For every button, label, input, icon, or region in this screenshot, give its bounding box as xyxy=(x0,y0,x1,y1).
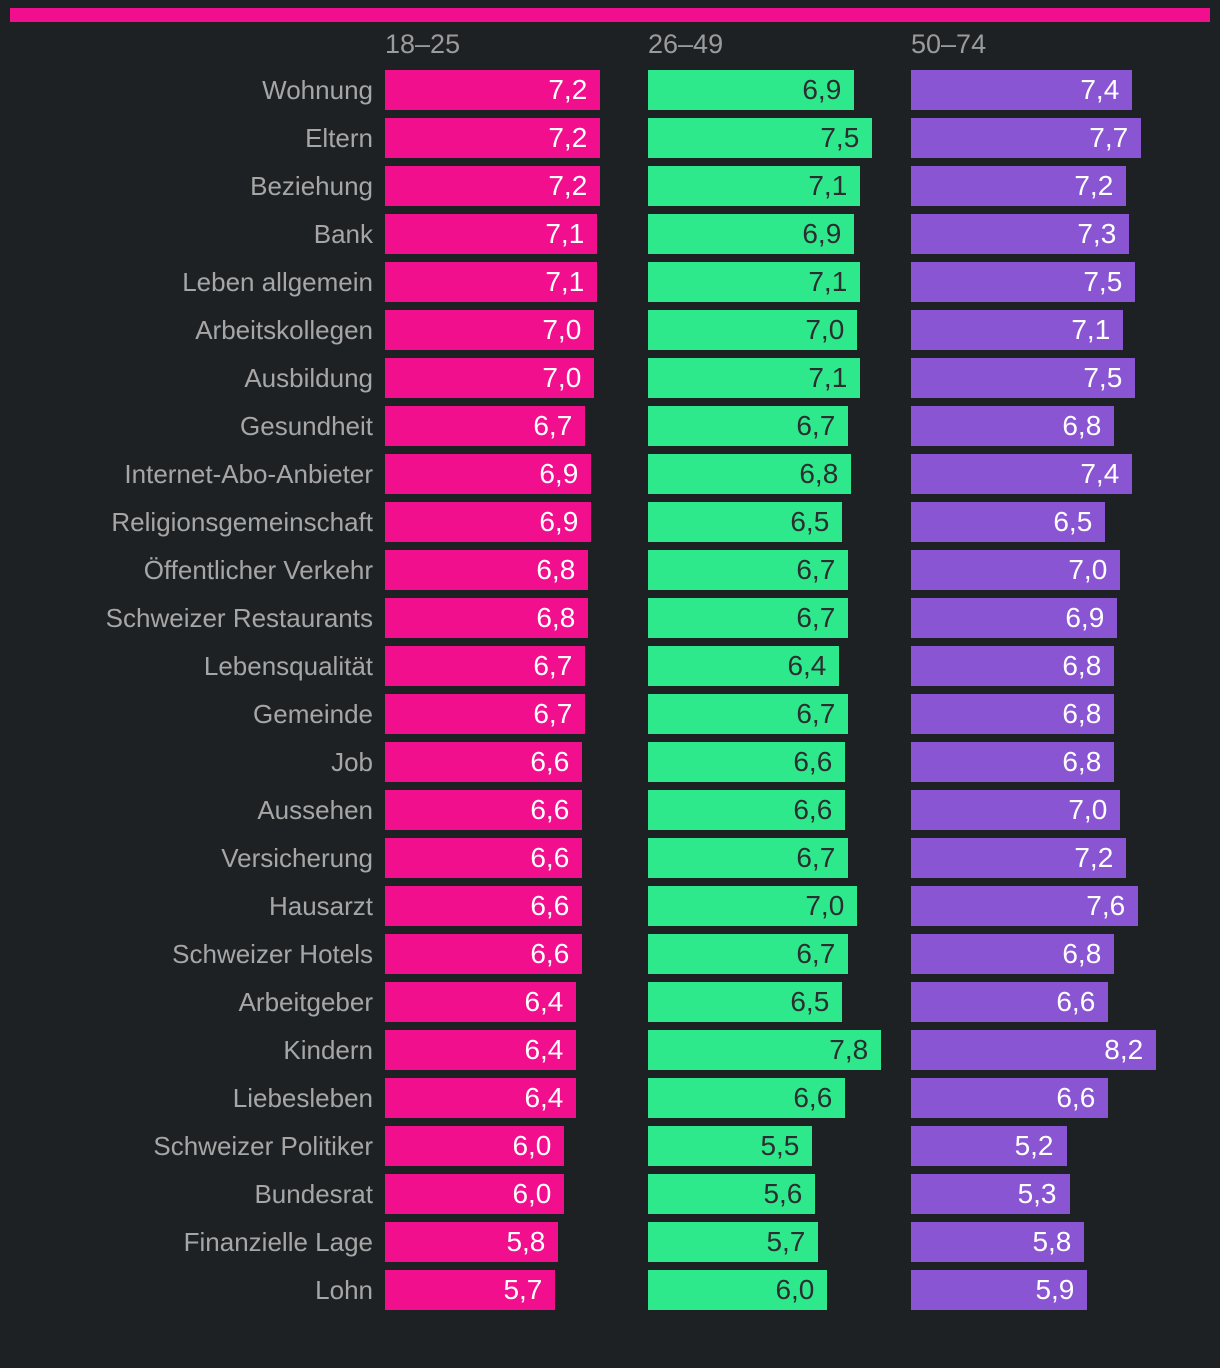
bar-value: 6,7 xyxy=(796,698,836,729)
bar-track-18-25 xyxy=(385,262,648,302)
col-header-18-25: 18–25 xyxy=(385,29,461,59)
bar-track-50-74 xyxy=(911,406,1174,446)
bar-value: 6,7 xyxy=(796,938,836,969)
bar-track-26-49 xyxy=(648,1270,911,1310)
bar-value: 6,0 xyxy=(512,1178,552,1209)
bar-value: 6,6 xyxy=(530,890,570,921)
bar-track-50-74 xyxy=(911,1270,1174,1310)
bar-26-49 xyxy=(648,646,839,686)
bar-26-49 xyxy=(648,358,860,398)
row-label: Kindern xyxy=(283,1035,373,1065)
bar-track-18-25 xyxy=(385,310,648,350)
chart-row xyxy=(0,1030,1220,1070)
chart-row xyxy=(0,310,1220,350)
bar-track-18-25 xyxy=(385,598,648,638)
bar-value: 5,7 xyxy=(503,1274,543,1305)
top-accent-bar xyxy=(10,8,1210,22)
bar-value: 6,4 xyxy=(524,1082,564,1113)
bar-value: 6,8 xyxy=(1062,410,1102,441)
chart-row xyxy=(0,1126,1220,1166)
bar-value: 7,5 xyxy=(1083,362,1123,393)
bar-track-18-25 xyxy=(385,502,648,542)
bar-26-49 xyxy=(648,886,857,926)
bar-track-26-49 xyxy=(648,1174,911,1214)
bar-track-50-74 xyxy=(911,502,1174,542)
bar-value: 6,5 xyxy=(790,506,830,537)
bar-50-74 xyxy=(911,982,1108,1022)
bar-50-74 xyxy=(911,358,1135,398)
bar-value: 6,7 xyxy=(796,602,836,633)
bar-18-25 xyxy=(385,262,597,302)
bar-50-74 xyxy=(911,694,1114,734)
bar-value: 6,9 xyxy=(539,506,579,537)
bar-track-26-49 xyxy=(648,70,911,110)
bar-track-50-74 xyxy=(911,934,1174,974)
row-label: Schweizer Hotels xyxy=(172,939,373,969)
bar-track-50-74 xyxy=(911,1174,1174,1214)
chart-row xyxy=(0,262,1220,302)
bar-26-49 xyxy=(648,790,845,830)
row-label: Internet-Abo-Anbieter xyxy=(124,459,373,489)
row-label: Arbeitskollegen xyxy=(195,315,373,345)
bar-26-49 xyxy=(648,1270,827,1310)
row-label: Gemeinde xyxy=(253,699,373,729)
bar-value: 6,7 xyxy=(796,410,836,441)
chart-row xyxy=(0,982,1220,1022)
bar-track-26-49 xyxy=(648,838,911,878)
row-label: Eltern xyxy=(305,123,373,153)
bar-18-25 xyxy=(385,1174,564,1214)
bar-50-74 xyxy=(911,838,1126,878)
bar-26-49 xyxy=(648,1174,815,1214)
bar-26-49 xyxy=(648,1126,812,1166)
bar-50-74 xyxy=(911,214,1129,254)
bar-value: 7,4 xyxy=(1080,74,1120,105)
bar-18-25 xyxy=(385,1030,576,1070)
bar-value: 7,0 xyxy=(805,314,845,345)
bar-track-18-25 xyxy=(385,454,648,494)
bar-50-74 xyxy=(911,118,1141,158)
bar-track-26-49 xyxy=(648,310,911,350)
bar-track-50-74 xyxy=(911,790,1174,830)
bar-value: 6,7 xyxy=(796,842,836,873)
bar-26-49 xyxy=(648,934,848,974)
bar-track-18-25 xyxy=(385,358,648,398)
row-label: Job xyxy=(331,747,373,777)
bar-26-49 xyxy=(648,1078,845,1118)
bar-50-74 xyxy=(911,790,1120,830)
bar-value: 6,6 xyxy=(530,746,570,777)
bar-track-26-49 xyxy=(648,598,911,638)
row-label: Finanzielle Lage xyxy=(183,1227,373,1257)
bar-value: 7,0 xyxy=(542,314,582,345)
bar-track-50-74 xyxy=(911,166,1174,206)
bar-50-74 xyxy=(911,166,1126,206)
bar-50-74 xyxy=(911,70,1132,110)
bar-track-26-49 xyxy=(648,886,911,926)
header-spacer xyxy=(0,30,385,58)
bar-26-49 xyxy=(648,694,848,734)
row-label: Leben allgemein xyxy=(182,267,373,297)
bar-track-18-25 xyxy=(385,1078,648,1118)
bar-value: 7,1 xyxy=(1071,314,1111,345)
bar-18-25 xyxy=(385,214,597,254)
chart-row xyxy=(0,166,1220,206)
bar-value: 6,8 xyxy=(1062,698,1102,729)
row-label: Religionsgemeinschaft xyxy=(111,507,373,537)
row-label: Beziehung xyxy=(250,171,373,201)
row-label: Versicherung xyxy=(221,843,373,873)
bar-26-49 xyxy=(648,742,845,782)
bar-value: 7,7 xyxy=(1089,122,1129,153)
bar-18-25 xyxy=(385,70,600,110)
row-label: Arbeitgeber xyxy=(238,987,373,1017)
bar-track-50-74 xyxy=(911,982,1174,1022)
bar-track-26-49 xyxy=(648,262,911,302)
bar-26-49 xyxy=(648,454,851,494)
bar-track-50-74 xyxy=(911,694,1174,734)
bar-26-49 xyxy=(648,118,872,158)
bar-value: 6,7 xyxy=(533,650,573,681)
bar-track-26-49 xyxy=(648,358,911,398)
bar-value: 5,8 xyxy=(506,1226,546,1257)
bar-50-74 xyxy=(911,1222,1084,1262)
chart-row xyxy=(0,70,1220,110)
bar-value: 7,3 xyxy=(1077,218,1117,249)
bar-value: 7,0 xyxy=(542,362,582,393)
bar-value: 6,7 xyxy=(533,410,573,441)
chart-row xyxy=(0,838,1220,878)
bar-track-18-25 xyxy=(385,1030,648,1070)
bar-18-25 xyxy=(385,1222,558,1262)
col-header-50-74: 50–74 xyxy=(911,29,987,59)
bar-value: 5,9 xyxy=(1035,1274,1075,1305)
bar-value: 6,7 xyxy=(796,554,836,585)
chart-row xyxy=(0,694,1220,734)
bar-value: 6,8 xyxy=(799,458,839,489)
bar-value: 7,0 xyxy=(1068,554,1108,585)
chart-row xyxy=(0,550,1220,590)
bar-track-50-74 xyxy=(911,1030,1174,1070)
bar-26-49 xyxy=(648,598,848,638)
chart-rows xyxy=(0,70,1220,1310)
bar-26-49 xyxy=(648,214,854,254)
bar-value: 7,5 xyxy=(820,122,860,153)
bar-26-49 xyxy=(648,406,848,446)
bar-track-50-74 xyxy=(911,1078,1174,1118)
bar-value: 7,1 xyxy=(545,266,585,297)
bar-50-74 xyxy=(911,502,1105,542)
bar-value: 6,9 xyxy=(802,218,842,249)
bar-value: 8,2 xyxy=(1104,1034,1144,1065)
row-label: Schweizer Restaurants xyxy=(105,603,373,633)
bar-18-25 xyxy=(385,790,582,830)
bar-value: 7,5 xyxy=(1083,266,1123,297)
chart-row xyxy=(0,886,1220,926)
chart-row xyxy=(0,1174,1220,1214)
bar-track-18-25 xyxy=(385,214,648,254)
bar-18-25 xyxy=(385,550,588,590)
bar-track-26-49 xyxy=(648,550,911,590)
bar-track-26-49 xyxy=(648,742,911,782)
bar-18-25 xyxy=(385,982,576,1022)
bar-18-25 xyxy=(385,358,594,398)
bar-50-74 xyxy=(911,598,1117,638)
bar-track-26-49 xyxy=(648,214,911,254)
bar-value: 7,4 xyxy=(1080,458,1120,489)
chart-row xyxy=(0,934,1220,974)
bar-track-50-74 xyxy=(911,214,1174,254)
bar-track-26-49 xyxy=(648,166,911,206)
col-header-26-49: 26–49 xyxy=(648,29,724,59)
bar-18-25 xyxy=(385,118,600,158)
bar-track-26-49 xyxy=(648,1126,911,1166)
chart-row xyxy=(0,790,1220,830)
bar-26-49 xyxy=(648,982,842,1022)
bar-value: 6,6 xyxy=(530,842,570,873)
bar-value: 7,2 xyxy=(548,122,588,153)
chart-row xyxy=(0,358,1220,398)
row-label: Ausbildung xyxy=(244,363,373,393)
bar-track-50-74 xyxy=(911,838,1174,878)
bar-50-74 xyxy=(911,550,1120,590)
chart-row xyxy=(0,598,1220,638)
bar-value: 5,2 xyxy=(1014,1130,1054,1161)
bar-track-18-25 xyxy=(385,70,648,110)
row-label: Aussehen xyxy=(257,795,373,825)
bar-50-74 xyxy=(911,886,1138,926)
bar-track-18-25 xyxy=(385,838,648,878)
bar-value: 7,1 xyxy=(808,362,848,393)
bar-18-25 xyxy=(385,694,585,734)
bar-track-26-49 xyxy=(648,934,911,974)
row-label: Schweizer Politiker xyxy=(153,1131,373,1161)
bar-26-49 xyxy=(648,310,857,350)
bar-18-25 xyxy=(385,1270,555,1310)
bar-value: 7,2 xyxy=(1074,170,1114,201)
bar-track-50-74 xyxy=(911,70,1174,110)
bar-50-74 xyxy=(911,646,1114,686)
bar-value: 6,4 xyxy=(524,986,564,1017)
bar-18-25 xyxy=(385,1126,564,1166)
bar-value: 6,8 xyxy=(1062,650,1102,681)
row-label: Lebensqualität xyxy=(203,651,373,681)
bar-value: 6,9 xyxy=(802,74,842,105)
bar-track-18-25 xyxy=(385,982,648,1022)
bar-value: 7,1 xyxy=(545,218,585,249)
bar-26-49 xyxy=(648,70,854,110)
bar-26-49 xyxy=(648,1222,818,1262)
row-label: Gesundheit xyxy=(240,411,373,441)
bar-value: 6,9 xyxy=(1065,602,1105,633)
bar-track-18-25 xyxy=(385,694,648,734)
chart-row xyxy=(0,646,1220,686)
bar-track-26-49 xyxy=(648,1222,911,1262)
bar-50-74 xyxy=(911,262,1135,302)
bar-value: 7,1 xyxy=(808,170,848,201)
bar-track-18-25 xyxy=(385,742,648,782)
bar-value: 6,6 xyxy=(530,938,570,969)
bar-value: 7,6 xyxy=(1086,890,1126,921)
chart-row xyxy=(0,502,1220,542)
bar-value: 5,7 xyxy=(766,1226,806,1257)
bar-50-74 xyxy=(911,406,1114,446)
bar-18-25 xyxy=(385,166,600,206)
bar-value: 6,6 xyxy=(530,794,570,825)
bar-track-18-25 xyxy=(385,934,648,974)
row-label: Hausarzt xyxy=(268,891,373,921)
bar-value: 7,2 xyxy=(548,74,588,105)
bar-value: 6,5 xyxy=(1053,506,1093,537)
row-label: Öffentlicher Verkehr xyxy=(143,555,373,585)
bar-50-74 xyxy=(911,1174,1070,1214)
bar-track-18-25 xyxy=(385,1270,648,1310)
column-headers xyxy=(0,30,1220,58)
bar-track-50-74 xyxy=(911,646,1174,686)
bar-track-26-49 xyxy=(648,646,911,686)
bar-18-25 xyxy=(385,646,585,686)
bar-value: 6,7 xyxy=(533,698,573,729)
bar-value: 7,2 xyxy=(548,170,588,201)
bar-track-18-25 xyxy=(385,646,648,686)
bar-track-50-74 xyxy=(911,310,1174,350)
bar-26-49 xyxy=(648,166,860,206)
bar-value: 6,8 xyxy=(536,602,576,633)
bar-value: 6,6 xyxy=(793,746,833,777)
bar-value: 6,8 xyxy=(1062,746,1102,777)
bar-18-25 xyxy=(385,886,582,926)
bar-50-74 xyxy=(911,454,1132,494)
bar-track-26-49 xyxy=(648,694,911,734)
bar-track-50-74 xyxy=(911,262,1174,302)
chart-row xyxy=(0,214,1220,254)
bar-50-74 xyxy=(911,934,1114,974)
bar-track-18-25 xyxy=(385,790,648,830)
bar-26-49 xyxy=(648,262,860,302)
bar-26-49 xyxy=(648,550,848,590)
bar-track-26-49 xyxy=(648,982,911,1022)
bar-50-74 xyxy=(911,310,1123,350)
bar-track-50-74 xyxy=(911,1126,1174,1166)
bar-track-50-74 xyxy=(911,742,1174,782)
chart-row xyxy=(0,454,1220,494)
bar-50-74 xyxy=(911,1270,1087,1310)
bar-track-50-74 xyxy=(911,598,1174,638)
bar-value: 6,6 xyxy=(1056,1082,1096,1113)
bar-track-18-25 xyxy=(385,166,648,206)
bar-26-49 xyxy=(648,502,842,542)
chart-row xyxy=(0,1270,1220,1310)
bar-value: 6,6 xyxy=(793,794,833,825)
bar-track-18-25 xyxy=(385,406,648,446)
chart-row xyxy=(0,406,1220,446)
bar-track-50-74 xyxy=(911,454,1174,494)
chart-row xyxy=(0,742,1220,782)
chart-row xyxy=(0,118,1220,158)
bar-value: 5,3 xyxy=(1017,1178,1057,1209)
row-label: Wohnung xyxy=(262,75,373,105)
bar-26-49 xyxy=(648,838,848,878)
bar-18-25 xyxy=(385,838,582,878)
row-label: Bank xyxy=(313,219,373,249)
bar-track-18-25 xyxy=(385,1126,648,1166)
bar-track-18-25 xyxy=(385,1222,648,1262)
bar-18-25 xyxy=(385,310,594,350)
bar-track-26-49 xyxy=(648,406,911,446)
bar-value: 7,8 xyxy=(829,1034,869,1065)
bar-track-50-74 xyxy=(911,118,1174,158)
bar-value: 6,0 xyxy=(512,1130,552,1161)
bar-track-26-49 xyxy=(648,118,911,158)
bar-track-18-25 xyxy=(385,1174,648,1214)
bar-value: 7,2 xyxy=(1074,842,1114,873)
bar-track-18-25 xyxy=(385,118,648,158)
bar-value: 6,6 xyxy=(793,1082,833,1113)
bar-value: 6,4 xyxy=(524,1034,564,1065)
chart-row xyxy=(0,1078,1220,1118)
bar-18-25 xyxy=(385,406,585,446)
bar-track-18-25 xyxy=(385,550,648,590)
bar-track-50-74 xyxy=(911,550,1174,590)
bar-18-25 xyxy=(385,742,582,782)
row-label: Liebesleben xyxy=(232,1083,373,1113)
bar-value: 6,9 xyxy=(539,458,579,489)
bar-track-26-49 xyxy=(648,790,911,830)
bar-value: 7,1 xyxy=(808,266,848,297)
bar-value: 6,8 xyxy=(1062,938,1102,969)
bar-track-26-49 xyxy=(648,502,911,542)
bar-value: 7,0 xyxy=(1068,794,1108,825)
bar-value: 6,0 xyxy=(775,1274,815,1305)
bar-value: 5,8 xyxy=(1032,1226,1072,1257)
bar-value: 5,5 xyxy=(760,1130,800,1161)
bar-track-50-74 xyxy=(911,358,1174,398)
bar-18-25 xyxy=(385,598,588,638)
bar-track-26-49 xyxy=(648,1030,911,1070)
bar-50-74 xyxy=(911,1030,1156,1070)
bar-value: 6,8 xyxy=(536,554,576,585)
bar-track-18-25 xyxy=(385,886,648,926)
row-label: Bundesrat xyxy=(254,1179,373,1209)
bar-18-25 xyxy=(385,454,591,494)
bar-track-26-49 xyxy=(648,454,911,494)
bar-value: 6,6 xyxy=(1056,986,1096,1017)
chart-row xyxy=(0,1222,1220,1262)
bar-value: 6,5 xyxy=(790,986,830,1017)
bar-value: 6,4 xyxy=(787,650,827,681)
bar-value: 7,0 xyxy=(805,890,845,921)
bar-track-50-74 xyxy=(911,1222,1174,1262)
row-label: Lohn xyxy=(315,1275,373,1305)
bar-value: 5,6 xyxy=(763,1178,803,1209)
bar-50-74 xyxy=(911,1126,1067,1166)
bar-track-50-74 xyxy=(911,886,1174,926)
bar-50-74 xyxy=(911,1078,1108,1118)
bar-18-25 xyxy=(385,502,591,542)
bar-track-26-49 xyxy=(648,1078,911,1118)
bar-50-74 xyxy=(911,742,1114,782)
bar-18-25 xyxy=(385,934,582,974)
bar-26-49 xyxy=(648,1030,881,1070)
bar-18-25 xyxy=(385,1078,576,1118)
